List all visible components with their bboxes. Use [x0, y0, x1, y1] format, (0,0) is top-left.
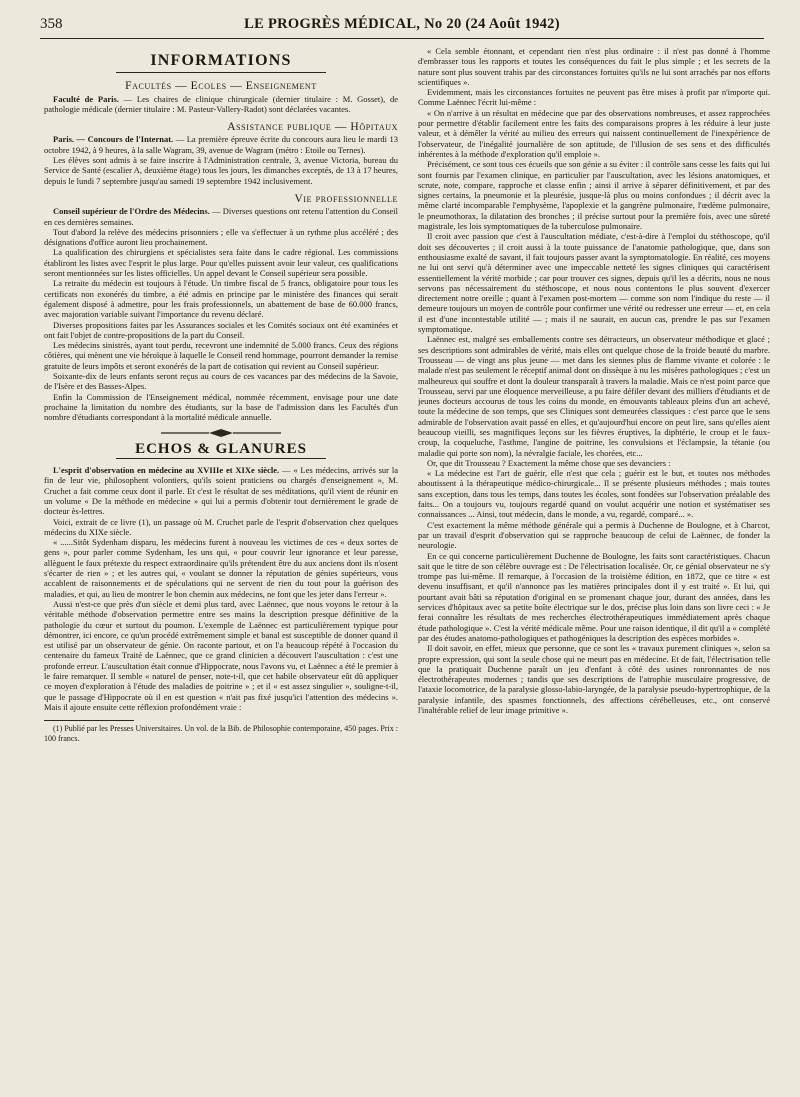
footnote: (1) Publié par les Presses Universitaires. Un vol. de la Bib. de Philosophie contemporaine, 450 pages. Prix : 100 francs.: [44, 724, 398, 744]
paragraph: En ce qui concerne particulièrement Duchenne de Boulogne, les faits sont caractéristiques. Chacun sait que le titre de son célèbre ouvrage est : De l'électrisation localisée. Or, ce génial observateur ne s'y trompe pas lui-même. Il remarque, à l'occasion de la troisième édition, en 1872, que ce titre « est devenu insuffisant, et qu'il n'annonce pas les matières principales dont il y est traité ». Et lui, qui pourtant avait bâti sa réputation d'original en se promenant chaque jour, durant des années, dans les services d'hôpitaux avec sa petite boîte électrique sur le dos, précise plus loin dans son livre ceci : « Je ferai connaître les résultats de mes recherches électrothérapeutiques immédiatement après chaque étude pathologique ». C'est la vérité médicale même. Pour une raison identique, il dit qu'il a « complété par des études anatomo-pathologiques et pathogéniques la description des espèces morbides ».: [418, 550, 770, 643]
paragraph: C'est exactement la même méthode générale qui a permis à Duchenne de Boulogne, et à Charcot, par un travail d'esprit d'observation qui se rapproche beaucoup de celui de Laënnec, de fonder la neurologie.: [418, 519, 770, 551]
paragraph: « Cela semble étonnant, et cependant rien n'est plus ordinaire : il n'est pas donné à l'homme d'embrasser tous les rapports et toutes les conséquences du fait le plus simple ; et les secrets de la nature sont plus souvent trahis par des circonstances fortuites qu'ils ne lui sont arrachés par nos efforts scientifiques ».: [418, 46, 770, 87]
paragraph: La retraite du médecin est toujours à l'étude. Un timbre fiscal de 5 francs, obligatoire pour tous les certificats non exonérés du timbre, a été admis en principe par le ministère des finances qui serait également disposé à admettre, pour les frais professionnels, un abattement de base de 60.000 francs, avec majoration variable suivant l'importance du revenu déclaré.: [44, 278, 398, 320]
paragraph: Faculté de Paris. — Les chaires de clinique chirurgicale (dernier titulaire : M. Gosset), de pathologie médicale (dernier titulaire : M. Pasteur-Vallery-Radot) sont déclarées vacantes.: [44, 93, 398, 114]
paragraph: « On n'arrive à un résultat en médecine que par des observations nombreuses, et assez rapprochées pour permettre d'établir facilement entre les faits des comparaisons propres à les réduire à leur juste valeur, et à démêler la vérité au milieu des erreurs qui naissent continuellement de l'inexpérience de l'observateur, de l'inégalité journalière de son aptitude, de l'illusion de ses sens et des difficultés inhérentes à la méthode d'exploration qu'il emploie ».: [418, 107, 770, 159]
paragraph: « ......Sitôt Sydenham disparu, les médecins furent à nouveau les victimes de ces « deux sortes de gens », pour parler comme Sydenham, les uns qui, « pour couvrir leur ignorance et leur paresse, allèguent le faux prétexte du respect extraordinaire qu'ils prétendent être du aux anciens dont ils n'osent s'écarter de rien » ; et les autres qui, « voulant se donner la réputation de génies supérieurs, vous accablent de raisonnements et de spéculations qui ne servent de rien du tout pour la guérison des maladies, et qui, au lieu de montrer le bon chemin aux médecins, ne font que les jeter dans l'erreur ».: [44, 537, 398, 599]
journal-title: LE PROGRÈS MÉDICAL, No 20 (24 Août 1942): [244, 16, 560, 32]
subheading-facultes: Facultés — Ecoles — Enseignement: [125, 80, 317, 93]
paragraph: Or, que dit Trousseau ? Exactement la même chose que ses devanciers :: [427, 457, 671, 468]
title-underline: [116, 458, 326, 459]
paragraph: La qualification des chirurgiens et spécialistes sera faite dans le cadre régional. Les commissions établiront les listes avec l'esprit le plus large. Pour qu'elles puissent avoir leur valeur, ces qualifications seront mentionnées sur les listes officielles. Un appel devant le Conseil supérieur sera possible.: [44, 247, 398, 279]
subheading-assistance: Assistance publique — Hôpitaux: [227, 121, 398, 134]
subheading-vie-professionnelle: Vie professionnelle: [294, 192, 398, 205]
paragraph: Précisément, ce sont tous ces écueils que son génie a su éviter : il contrôle sans cesse les faits qui lui sont fournis par l'examen clinique, en particulier par l'auscultation, avec les lésions anatomiques, et scrute, note, compare, rapproche et classe enfin ; ainsi il arrive à séparer définitivement, et par des signes certains, la pneumonie et la pleurésie, jusque-là plus ou moins confondues ; il décrit avec la même clarté incomparable l'emphysème, l'apoplexie et la gangrène pulmonaire, l'œdème pulmonaire, le pneumothorax, la dilatation des bronches ; il précise surtout pour la première fois, avec une sûreté magistrale, les lois symptomatiques de la tuberculose pulmonaire.: [418, 159, 770, 232]
ornament-divider: [44, 428, 398, 440]
right-column: [418, 46, 770, 1061]
quotation-block: [44, 537, 398, 712]
paragraph: Il croit avec passion que c'est à l'auscultation médiate, c'est-à-dire à l'emploi du stéthoscope, qu'il doit ses découvertes ; il croit aussi à la toute puissance de l'anatomie pathologique, que, dans son enthousiasme exalté de savant, il fait toujours passer avant la symptomatologie. En réalité, ces moyens ne lui ont servi qu'à déterminer avec une impeccable netteté les signes cliniques qui caractérisent essentiellement la vérité morbide ; car pour trouver ces signes, depuis qu'il les a décrits, nous ne nous servons pas nécessairement du stéthoscope, et nous nous contentons le plus souvent d'exercer directement notre oreille ; quant à l'examen post-mortem — comme son nom l'indique du reste — il demeure toujours un moyen de contrôle pour confirmer une vérité ou redresser une erreur — et, en cela il est d'une incontestable utilité — ; mais il ne saurait, en aucun cas, prendre le pas sur l'examen symptomatique.: [418, 231, 770, 335]
paragraph: Enfin la Commission de l'Enseignement médical, nommée récemment, envisage pour une date prochaine la limitation du nombre des étudiants, sur la base de l'admission dans les Facultés d'un nombre d'étudiants correspondant à la mortalité médicale annuelle.: [44, 391, 398, 423]
lead-concours-internat: Paris. — Concours de l'Internat.: [53, 134, 174, 145]
header-rule: [40, 38, 764, 39]
paragraph: Soixante-dix de leurs enfants seront reçus au cours de ces vacances par des médecins de la Savoie, de l'Isère et des Basses-Alpes.: [44, 371, 398, 392]
ornament-icon: [161, 428, 281, 438]
paragraph: Les élèves sont admis à se faire inscrire à l'Administration centrale, 3, avenue Victoria, bureau du Service de Santé (escalier A, deuxième étage) tous les jours, les dimanches exceptés, de 13 à 17 heures, depuis le lundi 7 septembre jusqu'au samedi 19 septembre 1942 inclusivement.: [44, 155, 398, 186]
paragraph: Aussi n'est-ce que près d'un siècle et demi plus tard, avec Laënnec, que nous voyons le retour à la véritable méthode d'observation permettre entre ses mains la description presque définitive de la pathologie du cœur et surtout du poumon. L'exemple de Laënnec est particulièrement typique pour démontrer, ici encore, ce qu'un procédé extrêmement simple et banal est susceptible de donner quand il est utilisé par un observateur de génie. On raconte partout, et on l'a beaucoup répété à l'occasion du centenaire du fameux Traité de Laënnec, que ce grand clinicien a découvert l'auscultation : c'est une profonde erreur. L'auscultation était connue d'Hippocrate, nous l'avons vu, et Laënnec a été le premier à le faire remarquer. Il semble « naturel de penser, note-t-il, que cet habile observateur eût dû appliquer ce moyen d'exploration à l'étude des maladies de poitrine » ; et il « est assez singulier », souligne-t-il, que le passage d'Hippocrate où il en est question « n'ait pas fixé jusqu'ici l'attention des médecins ». Mais il ajoute ensuite cette réflexion profondément vraie :: [44, 598, 398, 712]
footnote-rule: [44, 720, 134, 721]
paragraph: Conseil supérieur de l'Ordre des Médecins. — Diverses questions ont retenu l'attention du Conseil en ces dernières semaines.: [44, 206, 398, 227]
lead-conseil-superieur: Conseil supérieur de l'Ordre des Médecins.: [53, 206, 210, 217]
paragraph: Paris. — Concours de l'Internat. — La première épreuve écrite du concours aura lieu le mardi 13 octobre 1942, à 9 heures, à la salle Wagram, 39, avenue de Wagram (métro : Etoile ou Ternes).: [44, 134, 398, 155]
page-number: 358: [40, 16, 63, 32]
running-header: [40, 12, 764, 34]
paragraph: Laënnec est, malgré ses emballements contre ses détracteurs, un observateur méthodique et glacé ; ses descriptions sont admirables de vérité, mais elles ont quelque chose de la froide beauté du marbre. Trousseau — de vingt ans plus jeune — met dans les siennes plus de flamme vivante et colorée : le malade n'est pas seulement le réceptif animal dont on dissèque à nu les misères pathologiques ; c'est un malheureux qui souffre et dont la douleur transparaît à travers la maladie. Mais ce n'est point parce que Trousseau, servi par une éloquence merveilleuse, a pu faire défiler devant des milliers d'étudiants et de jeunes docteurs accourus de tous les coins du monde, en émouvants tableaux pleins d'un art achevé, toute la médecine de son temps, que ses Cliniques sont demeurées classiques : c'est parce que le sens admirable de l'observation avait passé en elles, et qu'aujourd'hui encore on peut lire, sans qu'elles aient beaucoup vieilli, ses magnifiques leçons sur les fièvres éruptives, la diphtérie, le croup et le faux-croup, la coqueluche, l'asthme, l'angine de poitrine, les convulsions et l'éclampsie, la tétanie (ou maladie qui porte son nom), la névralgie faciale, les chorées, etc...: [418, 334, 770, 458]
paragraph: Il doit savoir, en effet, mieux que personne, que ce sont les « travaux purement cliniques », selon sa propre expression, qui sont la seule chose qui ne meurt pas en médecine. Et de fait, l'électrisation telle que la pratiquait Duchenne paraît un jeu d'enfant à côté des usines ronronnantes de nos électrothérapeutes modernes ; tandis que ses descriptions de l'atrophie musculaire progressive, de l'ataxie locomotrice, de la paralysie glosso-labio-laryngée, de la paralysie pseudo-hypertrophique, de la paralysie infantile, des spasmes fonctionnels, des affections cérébelleuses, etc., ont conservé l'inaltérable relief de leur image primitive ».: [418, 643, 770, 715]
lead-esprit-observation: L'esprit d'observation en médecine au XVIIIe et XIXe siècle.: [53, 465, 280, 476]
paragraph: « La médecine est l'art de guérir, elle n'est que cela ; guérir est le but, et toutes nos méthodes aboutissent à la thérapeutique médico-chirurgicale... Il se présente plusieurs méthodes ; mais toutes sans exception, dans tous les temps, dans toutes les écoles, sont fondées sur l'observation préalable des faits... On a toujours vu, toujours regardé quand on voulut acquérir une notion et systématiser ses connaissances ... Ainsi, tout médecin, dans le monde, a vu, regardé, comparé... ».: [418, 468, 770, 520]
title-underline: [116, 72, 326, 73]
left-column: [44, 46, 398, 1061]
lead-faculte-paris: Faculté de Paris.: [53, 93, 119, 104]
paragraph: Les médecins sinistrés, ayant tout perdu, recevront une indemnité de 5.000 francs. Ceux des régions côtières, qui mènent une vie héroïque à laquelle le Conseil rend hommage, pourront demander la remise gratuite de leurs impôts et seront exonérés de la part de cotisation qui revient au Conseil supérieur.: [44, 340, 398, 371]
section-title-informations: INFORMATIONS: [150, 52, 292, 69]
paragraph: L'esprit d'observation en médecine au XVIIIe et XIXe siècle. — « Les médecins, arrivés sur la fin de leur vie, philosophent volontiers, qu'ils soient praticiens ou chargés d'enseignement », M. Cruchet a fait comme ceux dont il parle. Et c'est le résultat de ses méditations, qu'il vient de réunir en un volume « De la méthode en médecine » qui lui a permis d'obtenir tout dernièrement le grade de docteur ès-lettres.: [44, 465, 398, 517]
section-title-echos: ECHOS & GLANURES: [135, 440, 307, 457]
paragraph: Evidemment, mais les circonstances fortuites ne peuvent pas être mises à profit par n'importe qui. Comme Laënnec l'écrit lui-même :: [418, 87, 770, 108]
paragraph: Diverses propositions faites par les Assurances sociales et les Comités sociaux ont été examinées et ont fait l'objet de contre-propositions de la part du Conseil.: [44, 319, 398, 340]
paragraph: Tout d'abord la relève des médecins prisonniers ; elle va s'effectuer à un rythme plus accéléré ; des désignations d'office auront lieu prochainement.: [44, 226, 398, 248]
paragraph: Voici, extrait de ce livre (1), un passage où M. Cruchet parle de l'esprit d'observation chez quelques médecins du XIXe siècle.: [44, 516, 398, 537]
